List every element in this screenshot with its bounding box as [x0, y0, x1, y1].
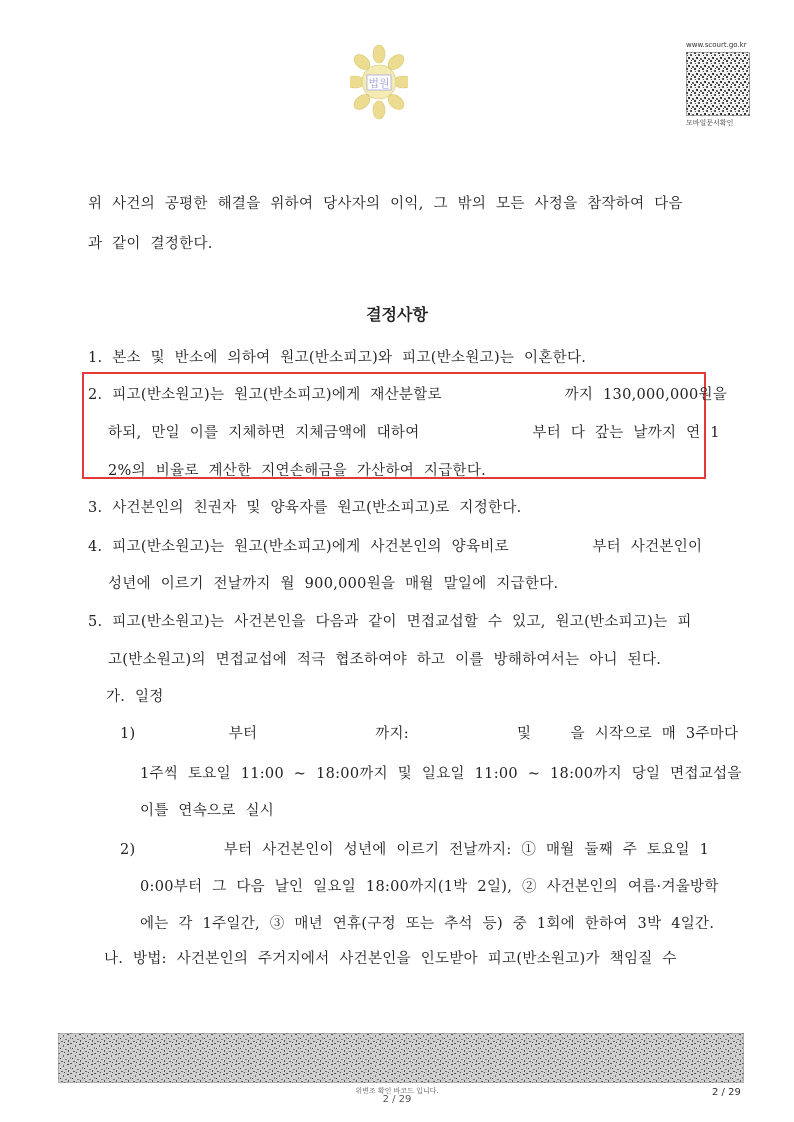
item-1: 1. 본소 및 반소에 의하여 원고(반소피고)와 피고(반소원고)는 이혼한다. [88, 350, 587, 366]
qr-caption: 모바일문서확인 [686, 119, 734, 127]
schedule-1-line-1: 1) 부터 까지: 및 을 시작으로 매 3주마다 [120, 726, 739, 742]
footer-note: 위변조 확인 바코드 입니다. [355, 1087, 439, 1095]
item-5-line-1: 5. 피고(반소원고)는 사건본인을 다음과 같이 면접교섭할 수 있고, 원고(반소피고)는 피 [88, 614, 692, 630]
schedule-2-line-3: 에는 각 1주일간, ③ 매년 연휴(구정 또는 추석 등) 중 1회에 한하여 3박 4일간. [140, 916, 715, 932]
intro-line-2: 과 같이 결정한다. [88, 236, 213, 252]
item-5-line-2: 고(반소원고)의 면접교섭에 적극 협조하여야 하고 이를 방해하여서는 아니 된다. [108, 652, 662, 668]
schedule-1-line-3: 이틀 연속으로 실시 [140, 803, 275, 819]
schedule-1-line-2: 1주씩 토요일 11:00 ~ 18:00까지 및 일요일 11:00 ~ 18:00까지 당일 면접교섭을 [140, 766, 742, 782]
item-2-line-2: 하되, 만일 이를 지체하면 지체금액에 대하여 부터 다 갚는 날까지 연 1 [108, 425, 720, 441]
item-3: 3. 사건본인의 친권자 및 양육자를 원고(반소피고)로 지정한다. [88, 500, 522, 516]
schedule-2-line-2: 0:00부터 그 다음 날인 일요일 18:00까지(1박 2일), ② 사건본인의 여름·겨울방학 [140, 879, 719, 895]
court-emblem [350, 44, 408, 124]
site-url: www.scourt.go.kr [686, 41, 747, 49]
schedule-title: 가. 일정 [106, 689, 164, 705]
schedule-method: 나. 방법: 사건본인의 주거지에서 사건본인을 인도받아 피고(반소원고)가 책임질 수 [104, 951, 677, 967]
emblem-text: 법원 [368, 77, 390, 90]
schedule-2-line-1: 2) 부터 사건본인이 성년에 이르기 전날까지: ① 매월 둘째 주 토요일 1 [120, 842, 710, 858]
section-heading: 결정사항 [366, 305, 428, 324]
qr-code [686, 52, 750, 116]
item-4-line-1: 4. 피고(반소원고)는 원고(반소피고)에게 사건본인의 양육비로 부터 사건본인이 [88, 539, 703, 555]
item-4-line-2: 성년에 이르기 전날까지 월 900,000원을 매월 말일에 지급한다. [108, 576, 559, 592]
verification-barcode [58, 1033, 744, 1083]
page-number: 2 / 29 [712, 1087, 741, 1098]
footer-page-center: 2 / 29 [382, 1094, 412, 1105]
item-2-line-1: 2. 피고(반소원고)는 원고(반소피고)에게 재산분할로 까지 130,000,000원을 [88, 387, 728, 403]
item-2-line-3: 2%의 비율로 계산한 지연손해금을 가산하여 지급한다. [108, 463, 487, 479]
intro-line-1: 위 사건의 공평한 해결을 위하여 당사자의 이익, 그 밖의 모든 사정을 참작하여 다음 [88, 196, 683, 212]
